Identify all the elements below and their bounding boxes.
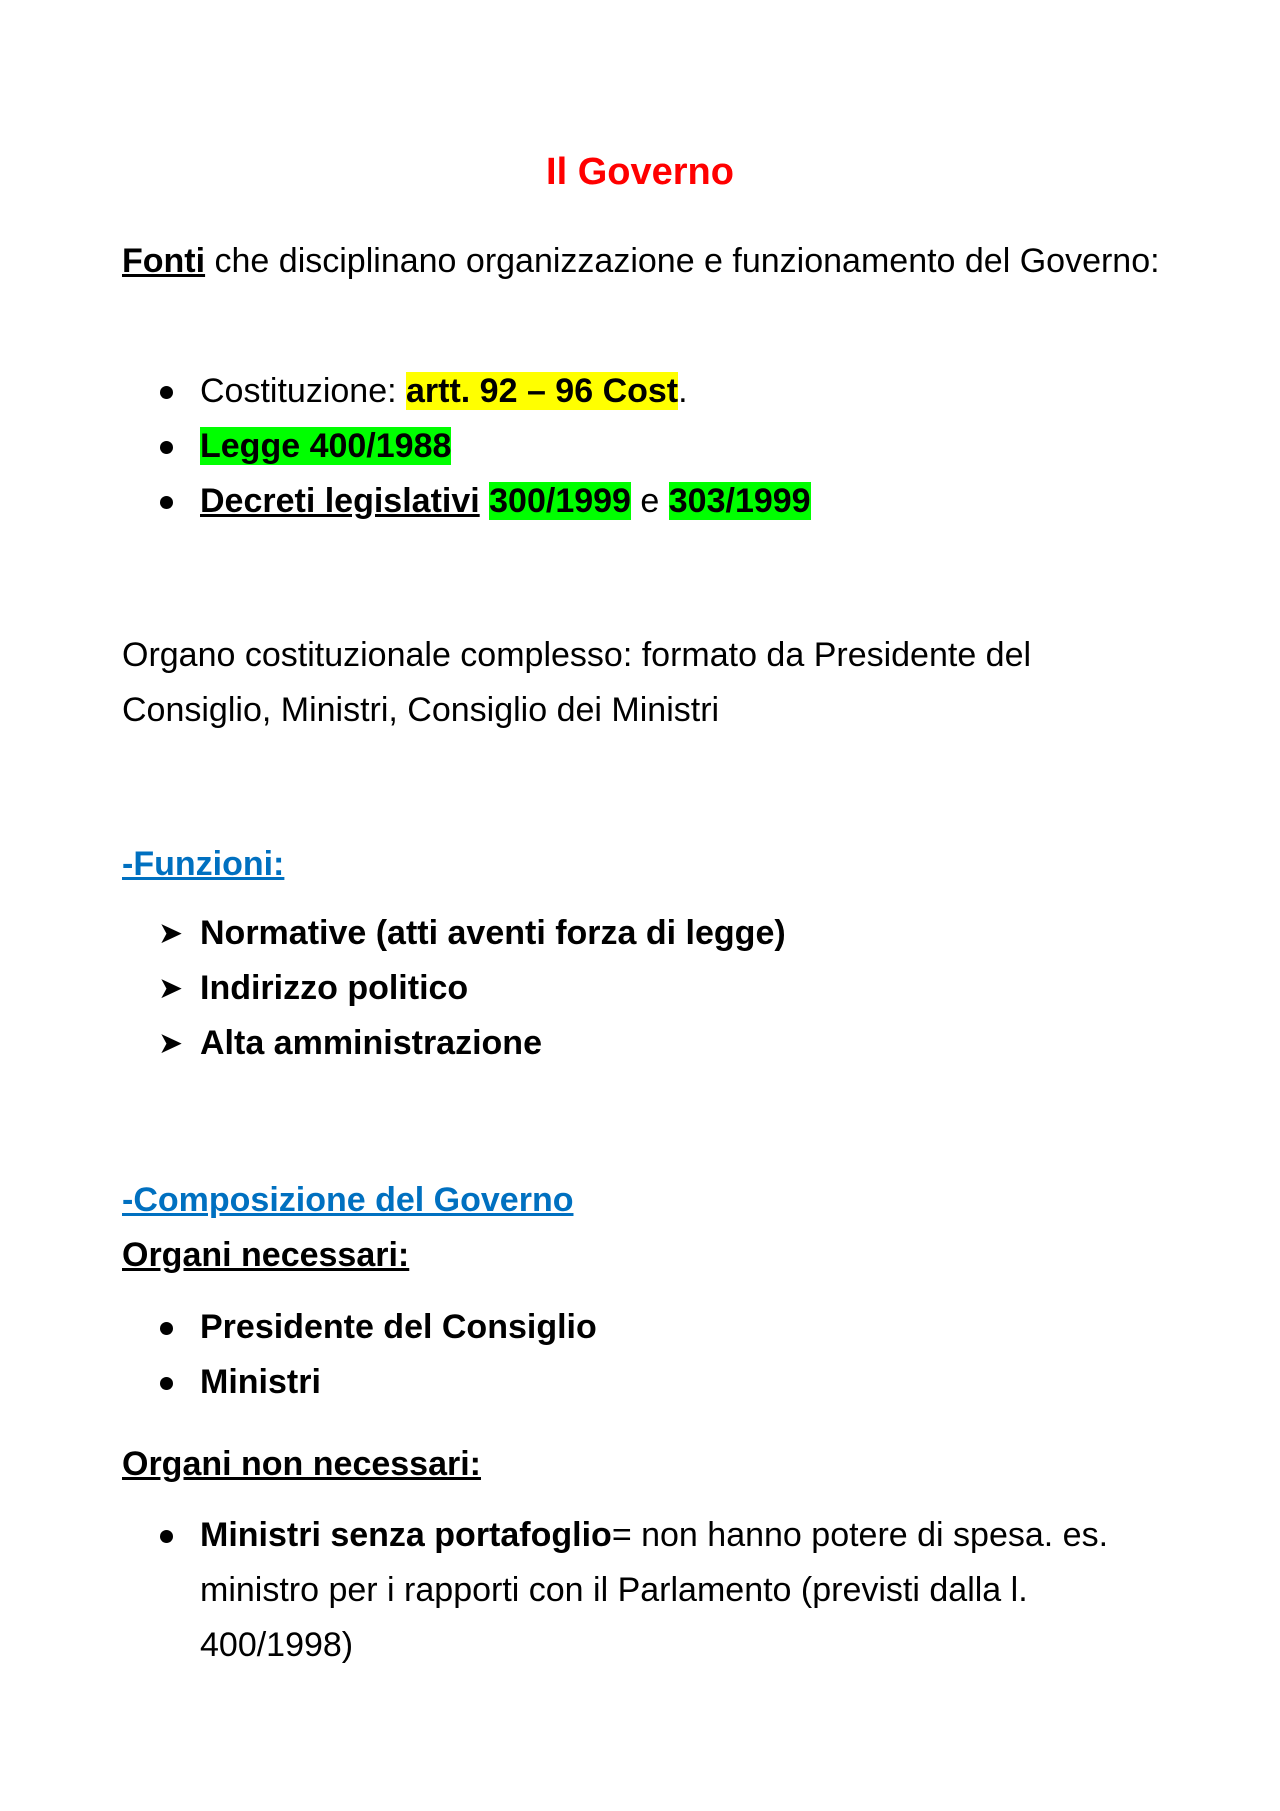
funzioni-list xyxy=(158,906,1160,1071)
list-item xyxy=(200,474,1160,529)
funzione-label: Indirizzo politico xyxy=(200,969,469,1007)
list-item xyxy=(158,1016,1160,1071)
list-item xyxy=(200,1508,1160,1673)
funzione-label: Normative (atti aventi forza di legge) xyxy=(200,914,786,952)
organi-necessari-heading: Organi necessari: xyxy=(122,1236,410,1274)
list-item xyxy=(200,1355,1160,1410)
fonti-paragraph xyxy=(122,234,1162,289)
arrow-bullet-icon: ➤ xyxy=(158,972,184,1005)
organi-non-necessari-list xyxy=(200,1508,1160,1673)
decreto-300-1999: 300/1999 xyxy=(489,482,631,520)
funzione-label: Alta amministrazione xyxy=(200,1024,542,1062)
composizione-heading: -Composizione del Governo xyxy=(122,1181,574,1219)
organo-paragraph: Organo costituzionale complesso: formato da Presidente del Consiglio, Ministri, Consiglio dei Ministri xyxy=(122,636,1032,729)
costituzione-articles: artt. 92 – 96 Cost xyxy=(406,372,679,410)
ministri-senza-portafoglio-label: Ministri senza portafoglio xyxy=(200,1516,612,1554)
ministri-senza-portafoglio-text: = non hanno potere di spesa. es. ministro per i rapporti con il Parlamento (previsti dalla l. 400/1998) xyxy=(200,1516,1109,1664)
list-item xyxy=(200,364,1160,419)
costituzione-prefix: Costituzione: xyxy=(200,372,406,410)
organi-non-necessari-heading: Organi non necessari: xyxy=(122,1445,481,1483)
decreti-space xyxy=(480,482,489,520)
list-item xyxy=(158,906,1160,961)
list-item xyxy=(200,419,1160,474)
organo-label: Presidente del Consiglio xyxy=(200,1308,597,1346)
bullet-icon xyxy=(160,496,173,509)
list-item xyxy=(158,961,1160,1016)
bullet-icon xyxy=(160,1377,173,1390)
organo-label: Ministri xyxy=(200,1363,321,1401)
decreti-label: Decreti legislativi xyxy=(200,482,480,520)
bullet-icon xyxy=(160,441,173,454)
decreto-303-1999: 303/1999 xyxy=(668,482,811,520)
bullet-icon xyxy=(160,1530,173,1543)
funzioni-heading: -Funzioni: xyxy=(122,845,285,883)
page-title: Il Governo xyxy=(546,151,734,193)
organi-necessari-list xyxy=(200,1300,1160,1410)
arrow-bullet-icon: ➤ xyxy=(158,1027,184,1060)
list-item xyxy=(200,1300,1160,1355)
costituzione-suffix: . xyxy=(678,372,688,410)
fonti-label: Fonti xyxy=(122,242,206,280)
decreti-connector: e xyxy=(630,482,669,520)
arrow-bullet-icon: ➤ xyxy=(158,917,184,950)
bullet-icon xyxy=(160,1322,173,1335)
legge-400-1988: Legge 400/1988 xyxy=(200,427,452,465)
fonti-text: che disciplinano organizzazione e funzionamento del Governo: xyxy=(205,242,1160,280)
fonti-list xyxy=(200,364,1160,529)
bullet-icon xyxy=(160,386,173,399)
